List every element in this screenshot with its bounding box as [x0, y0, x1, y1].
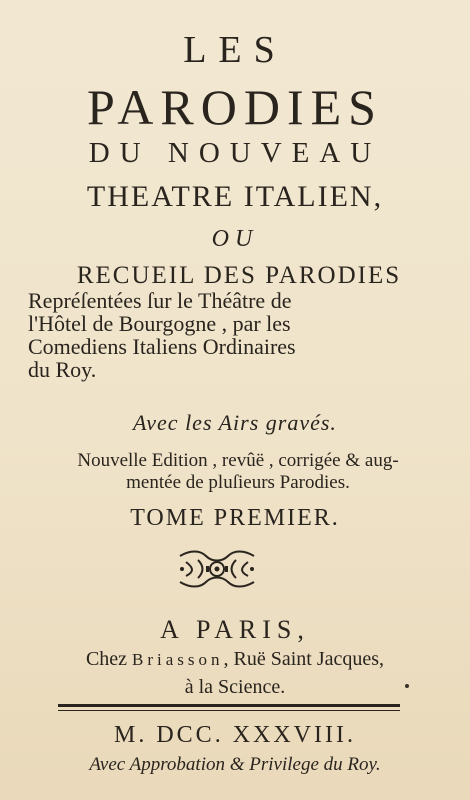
thick-rule: [58, 704, 400, 707]
title-theatre-italien: THEATRE ITALIEN,: [86, 180, 384, 213]
imprint-publisher: [0, 648, 470, 671]
edition-line: Nouvelle Edition , revûë , corrigée & aug-: [77, 450, 399, 471]
edition-block: [28, 450, 448, 494]
edition-line: mentée de pluſieurs Parodies.: [126, 472, 350, 493]
imprint-city: A PARIS,: [160, 615, 310, 644]
subtitle-line: l'Hôtel de Bourgogne , par les: [28, 311, 291, 336]
printer-ornament-icon: [176, 548, 258, 590]
title-ou: OU: [211, 226, 259, 252]
imprint-publisher-name: Briasson: [132, 650, 224, 669]
imprint-sign: à la Science.: [184, 676, 286, 698]
title-recueil: RECUEIL DES PARODIES: [76, 262, 402, 289]
subtitle-line: Repréſentées ſur le Théâtre de: [28, 288, 292, 313]
subtitle-line: Comediens Italiens Ordinaires: [28, 334, 296, 359]
subtitle-block: [28, 289, 448, 381]
airs-line: Avec les Airs gravés.: [133, 410, 337, 435]
approbation-line: Avec Approbation & Privilege du Roy.: [89, 754, 381, 775]
subtitle-line: du Roy.: [28, 357, 97, 382]
ink-speck: [405, 684, 409, 688]
title-les: LES: [183, 29, 287, 71]
imprint-chez: Chez: [85, 648, 133, 670]
title-parodies: PARODIES: [87, 79, 383, 135]
tome-line: TOME PREMIER.: [130, 505, 340, 531]
imprint-year: M. DCC. XXXVIII.: [114, 722, 356, 748]
imprint-address: , Ruë Saint Jacques,: [223, 648, 385, 670]
title-du-nouveau: DU NOUVEAU: [88, 137, 382, 169]
thin-rule: [58, 710, 400, 711]
